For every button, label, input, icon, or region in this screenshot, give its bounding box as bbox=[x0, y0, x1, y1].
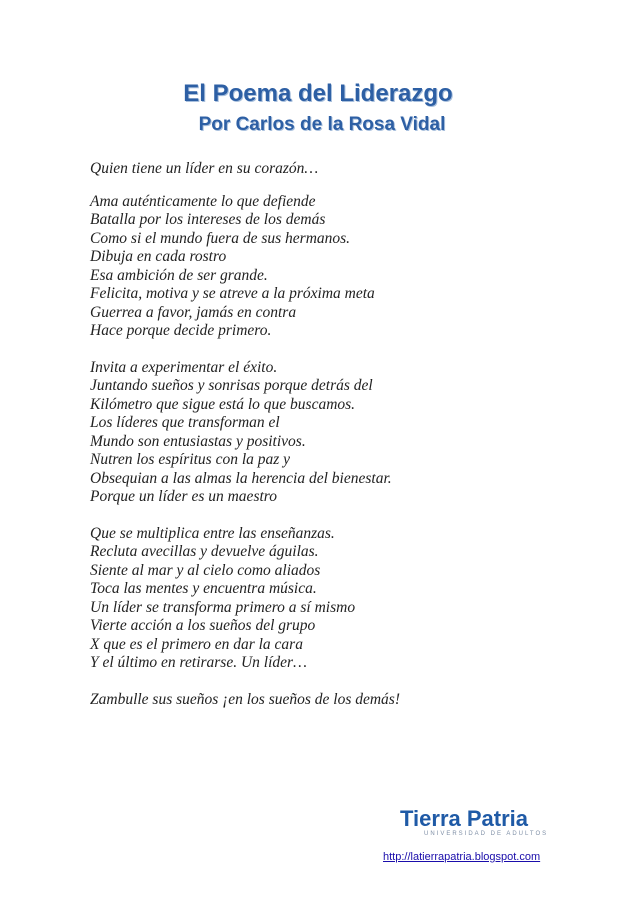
poem-line: Recluta avecillas y devuelve águilas. bbox=[90, 543, 319, 560]
logo-subtext: UNIVERSIDAD DE ADULTOS bbox=[424, 831, 549, 837]
logo-text: Tierra Patria bbox=[400, 806, 529, 831]
poem-line: Que se multiplica entre las enseñanzas. bbox=[90, 524, 335, 542]
poem-line: Esa ambición de ser grande. bbox=[90, 266, 268, 284]
poem-body bbox=[90, 160, 560, 727]
poem-line: Como si el mundo fuera de sus hermanos. bbox=[90, 229, 351, 247]
poem-line: Invita a experimentar el éxito. bbox=[90, 358, 278, 376]
stanza-3 bbox=[90, 525, 560, 673]
poem-line: Toca las mentes y encuentra música. bbox=[90, 580, 317, 597]
poem-line: Vierte acción a los sueños del grupo bbox=[90, 617, 316, 634]
header bbox=[0, 80, 638, 136]
poem-line: Ama auténticamente lo que defiende bbox=[90, 192, 316, 210]
stanza-4 bbox=[90, 691, 560, 710]
poem-line: X que es el primero en dar la cara bbox=[90, 635, 303, 653]
poem-line: Obsequian a las almas la herencia del bienestar. bbox=[90, 469, 392, 487]
poem-author: Por Carlos de la Rosa Vidal bbox=[198, 114, 446, 135]
poem-line: Mundo son entusiastas y positivos. bbox=[90, 432, 306, 450]
poem-title: El Poema del Liderazgo bbox=[183, 80, 453, 107]
poem-line: Siente al mar y al cielo como aliados bbox=[90, 561, 321, 579]
poem-line: Dibuja en cada rostro bbox=[90, 248, 227, 265]
poem-line: Un líder se transforma primero a sí mismo bbox=[90, 598, 356, 616]
stanza-1 bbox=[90, 193, 560, 341]
poem-line: Guerrea a favor, jamás en contra bbox=[90, 303, 297, 321]
poem-line: Batalla por los intereses de los demás bbox=[90, 211, 326, 228]
tierra-patria-logo bbox=[400, 806, 550, 842]
poem-line: Nutren los espíritus con la paz y bbox=[90, 451, 291, 468]
poem-line: Felicita, motiva y se atreve a la próxima meta bbox=[90, 285, 375, 302]
poem-line: Zambulle sus sueños ¡en los sueños de los demás! bbox=[90, 690, 400, 708]
poem-line: Kilómetro que sigue está lo que buscamos. bbox=[90, 395, 356, 413]
poem-line: Juntando sueños y sonrisas porque detrás del bbox=[90, 377, 373, 394]
poem-line: Y el último en retirarse. Un líder… bbox=[90, 654, 307, 671]
poem-line: Hace porque decide primero. bbox=[90, 322, 272, 339]
poem-line: Los líderes que transforman el bbox=[90, 414, 280, 431]
stanza-2 bbox=[90, 359, 560, 507]
poem-line: Porque un líder es un maestro bbox=[90, 488, 277, 505]
blog-link[interactable]: http://latierrapatria.blogspot.com bbox=[383, 851, 541, 863]
poem-intro: Quien tiene un líder en su corazón… bbox=[90, 160, 319, 177]
